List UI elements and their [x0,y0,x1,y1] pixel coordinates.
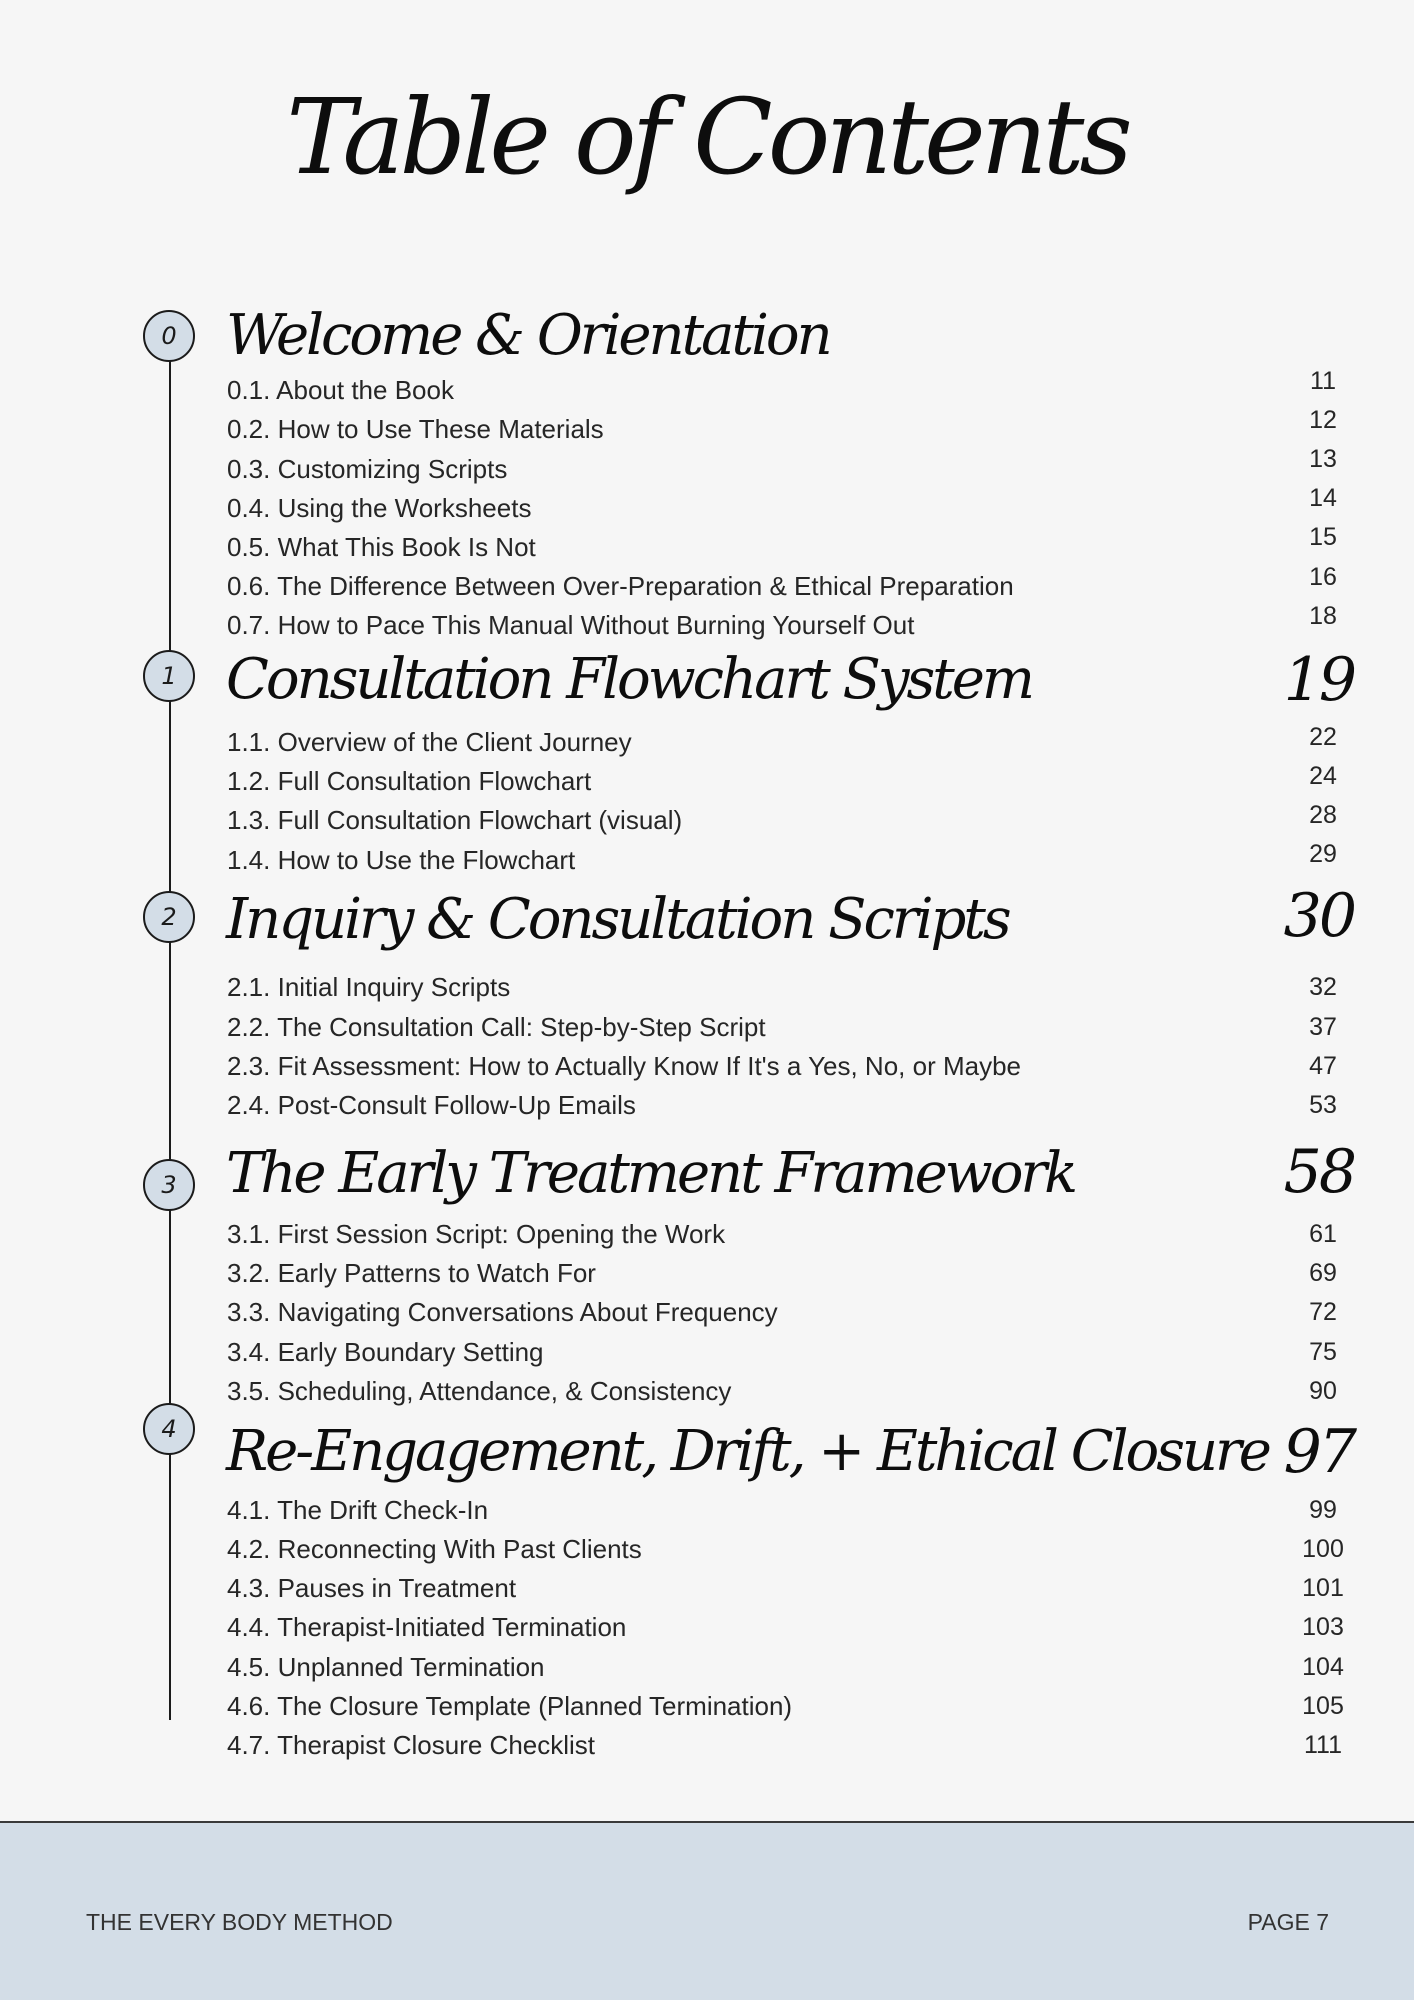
toc-entry[interactable]: 0.1. About the Book [227,375,454,405]
chapter-marker: 0 [143,310,195,362]
toc-entry-page: 101 [1302,1574,1344,1602]
toc-entry[interactable]: 1.1. Overview of the Client Journey [227,727,632,757]
toc-entry-page: 99 [1309,1496,1337,1524]
toc-entry[interactable]: 0.4. Using the Worksheets [227,493,532,523]
toc-entry[interactable]: 2.1. Initial Inquiry Scripts [227,972,511,1002]
chapter-page: 30 [1283,881,1354,951]
toc-entry[interactable]: 0.5. What This Book Is Not [227,532,536,562]
toc-entry[interactable]: 2.2. The Consultation Call: Step-by-Step Script [227,1012,766,1042]
toc-entry[interactable]: 0.2. How to Use These Materials [227,414,604,444]
toc-entry[interactable]: 3.2. Early Patterns to Watch For [227,1258,596,1288]
toc-entry[interactable]: 2.3. Fit Assessment: How to Actually Know If It's a Yes, No, or Maybe [227,1051,1021,1081]
chapter-marker: 3 [143,1159,195,1211]
page-title: Table of Contents [286,76,1128,198]
toc-entry[interactable]: 4.2. Reconnecting With Past Clients [227,1534,642,1564]
footer-band [0,1821,1414,2000]
toc-entry-page: 22 [1309,723,1337,751]
footer-page-number: PAGE 7 [1247,1909,1329,1935]
toc-entry-page: 72 [1309,1298,1337,1326]
toc-entry-page: 61 [1309,1220,1337,1248]
toc-entry[interactable]: 3.5. Scheduling, Attendance, & Consistency [227,1376,732,1406]
chapter-title[interactable]: Welcome & Orientation [226,303,830,368]
toc-entry[interactable]: 3.4. Early Boundary Setting [227,1337,544,1367]
toc-entry-page: 104 [1302,1653,1344,1681]
toc-entry-page: 15 [1309,523,1337,551]
toc-entry-page: 11 [1310,367,1336,395]
toc-entry[interactable]: 0.3. Customizing Scripts [227,454,508,484]
toc-entry-page: 16 [1309,563,1337,591]
toc-entry-page: 12 [1309,406,1337,434]
chapter-page: 97 [1283,1417,1354,1487]
toc-entry-page: 100 [1302,1535,1344,1563]
toc-entry[interactable]: 0.7. How to Pace This Manual Without Burning Yourself Out [227,610,915,640]
toc-entry-page: 69 [1309,1259,1337,1287]
footer-brand: THE EVERY BODY METHOD [86,1909,393,1935]
chapter-marker: 4 [143,1403,195,1455]
chapter-marker: 2 [143,891,195,943]
toc-entry-page: 105 [1302,1692,1344,1720]
chapter-title[interactable]: Consultation Flowchart System [226,647,1033,712]
toc-entry[interactable]: 3.3. Navigating Conversations About Frequency [227,1297,778,1327]
toc-entry-page: 28 [1309,801,1337,829]
toc-entry-page: 103 [1302,1613,1344,1641]
chapter-page: 19 [1283,645,1354,715]
toc-entry[interactable]: 4.7. Therapist Closure Checklist [227,1730,596,1760]
toc-entry[interactable]: 4.1. The Drift Check-In [227,1495,489,1525]
toc-entry-page: 24 [1309,762,1337,790]
chapter-page: 58 [1283,1137,1354,1207]
toc-entry[interactable]: 2.4. Post-Consult Follow-Up Emails [227,1090,636,1120]
toc-entry-page: 37 [1309,1013,1337,1041]
toc-entry-page: 32 [1309,973,1337,1001]
toc-entry[interactable]: 4.3. Pauses in Treatment [227,1573,517,1603]
toc-entry-page: 29 [1309,840,1337,868]
chapter-title[interactable]: The Early Treatment Framework [226,1141,1076,1206]
chapter-title[interactable]: Inquiry & Consultation Scripts [226,887,1009,952]
toc-entry-page: 75 [1309,1338,1337,1366]
toc-entry-page: 53 [1309,1091,1337,1119]
timeline-line [169,336,171,1720]
toc-entry[interactable]: 4.6. The Closure Template (Planned Termination) [227,1691,793,1721]
toc-entry[interactable]: 1.3. Full Consultation Flowchart (visual) [227,805,683,835]
chapter-marker: 1 [143,650,195,702]
toc-entry[interactable]: 0.6. The Difference Between Over-Preparation & Ethical Preparation [227,571,1014,601]
toc-entry-page: 111 [1303,1731,1342,1759]
toc-entry[interactable]: 4.5. Unplanned Termination [227,1652,545,1682]
toc-entry[interactable]: 4.4. Therapist-Initiated Termination [227,1612,627,1642]
toc-entry-page: 90 [1309,1377,1337,1405]
toc-entry[interactable]: 3.1. First Session Script: Opening the Work [227,1219,726,1249]
chapter-title[interactable]: Re-Engagement, Drift, + Ethical Closure [226,1419,1269,1484]
toc-entry-page: 14 [1309,484,1337,512]
toc-entry-page: 13 [1309,445,1337,473]
toc-entry-page: 18 [1309,602,1337,630]
toc-entry[interactable]: 1.2. Full Consultation Flowchart [227,766,592,796]
toc-entry-page: 47 [1309,1052,1337,1080]
toc-entry[interactable]: 1.4. How to Use the Flowchart [227,845,576,875]
